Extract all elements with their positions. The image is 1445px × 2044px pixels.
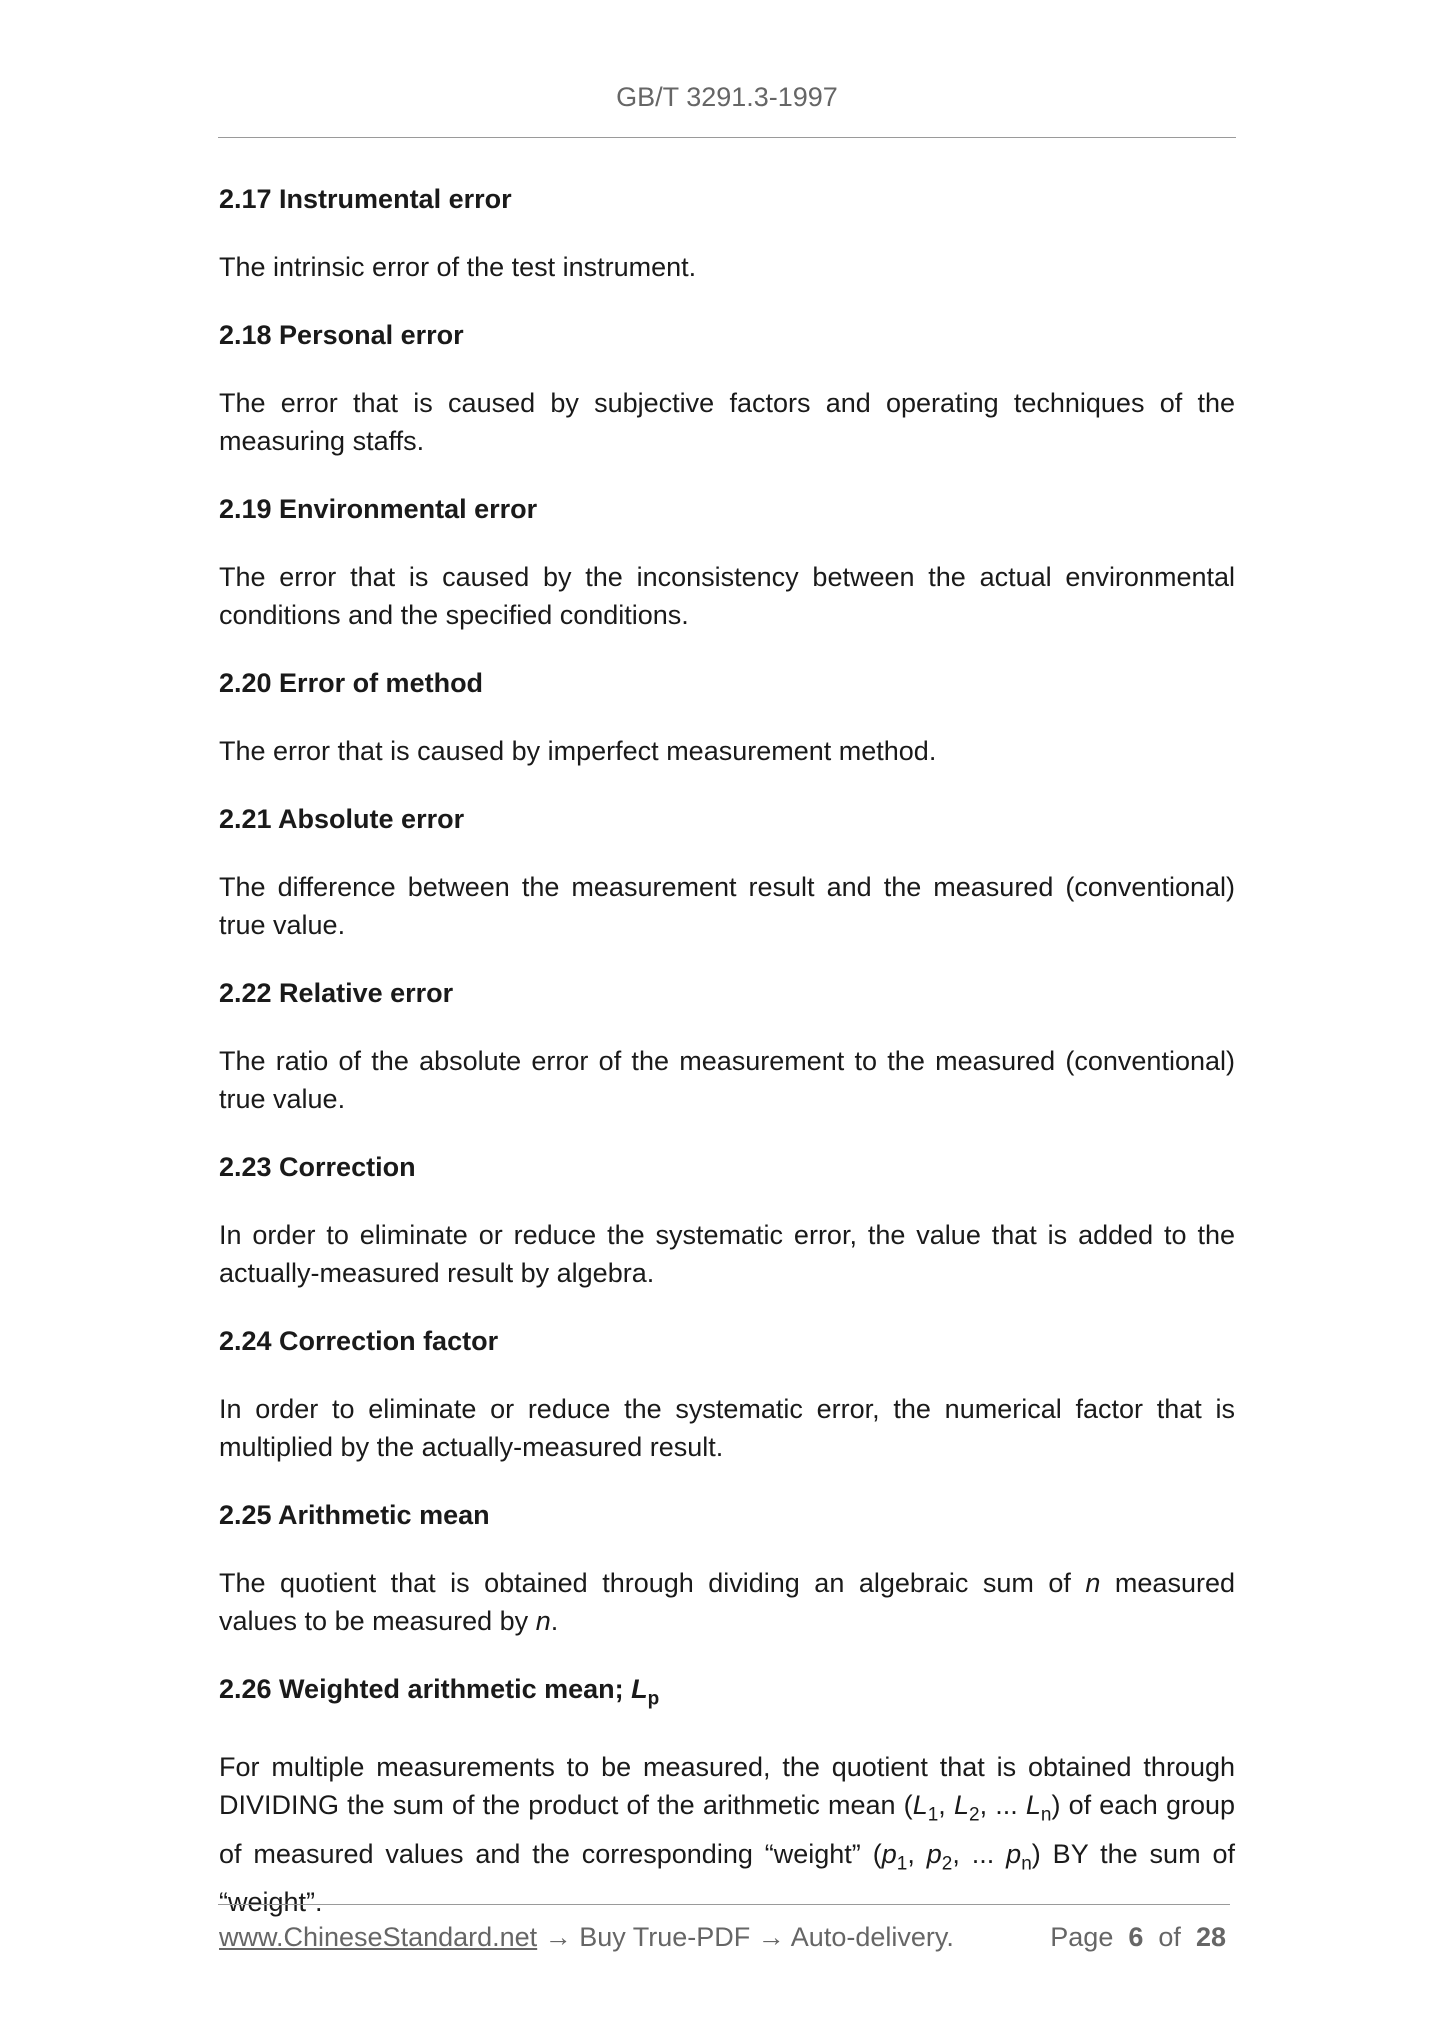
text-run: ) of each group of measured values and the corresponding “weight” (: [219, 1790, 1236, 1869]
section-text-2-23: In order to eliminate or reduce the systematic error, the value that is added to the actually-measured result by algebra.: [219, 1220, 1235, 1288]
section-heading-2-18: 2.18 Personal error: [219, 320, 464, 350]
header-divider: [218, 137, 1236, 138]
heading-text: 2.26 Weighted arithmetic mean;: [219, 1674, 632, 1704]
section-text-2-25: [219, 1564, 1235, 1640]
variable-p: p: [926, 1838, 942, 1869]
variable-p: p: [881, 1838, 897, 1869]
page-total: 28: [1195, 1922, 1226, 1952]
arrow-right-icon: →: [544, 1922, 572, 1952]
section-heading-2-19: 2.19 Environmental error: [219, 494, 538, 524]
section-heading-2-25: 2.25 Arithmetic mean: [219, 1500, 490, 1530]
section-text-2-21: The difference between the measurement result and the measured (conventional) true value.: [219, 872, 1235, 940]
page-indicator: [1050, 1922, 1226, 1953]
text-run: ,: [938, 1790, 954, 1821]
subscript: n: [1040, 1804, 1052, 1826]
chinesestandard-link[interactable]: www.ChineseStandard.net: [219, 1922, 538, 1952]
variable-L: L: [1025, 1790, 1041, 1821]
section-text-2-22: The ratio of the absolute error of the measurement to the measured (conventional) true value.: [219, 1046, 1235, 1114]
variable-p: p: [1006, 1838, 1022, 1869]
section-heading-2-21: 2.21 Absolute error: [219, 804, 465, 834]
subscript: n: [1021, 1853, 1032, 1875]
section-text-2-18: The error that is caused by subjective factors and operating techniques of the measuring staffs.: [219, 388, 1235, 456]
section-text-2-20: The error that is caused by imperfect measurement method.: [219, 736, 937, 766]
text-run: For multiple measurements to be measured, the quotient that is obtained through DIVIDING the sum of the product of the arithmetic mean (: [219, 1752, 1235, 1821]
text-run: ,: [907, 1838, 927, 1869]
text-run: measured values to be measured by: [219, 1568, 1235, 1636]
variable-n: n: [1085, 1568, 1101, 1598]
subscript: 1: [896, 1853, 908, 1875]
subscript: 1: [927, 1804, 939, 1826]
subscript: 2: [968, 1804, 980, 1826]
section-heading-2-17: 2.17 Instrumental error: [219, 184, 512, 214]
of-label: of: [1158, 1922, 1181, 1952]
variable-L: L: [912, 1790, 928, 1821]
page-footer: [219, 1922, 1231, 1953]
subscript: 2: [941, 1853, 953, 1875]
symbol-subscript: p: [647, 1688, 660, 1710]
section-heading-2-24: 2.24 Correction factor: [219, 1326, 499, 1356]
section-text-2-17: The intrinsic error of the test instrument.: [219, 252, 697, 282]
section-text-2-26: [219, 1748, 1235, 1921]
section-heading-2-26: [219, 1670, 1235, 1718]
page-number: 6: [1128, 1922, 1144, 1952]
arrow-right-icon: →: [757, 1922, 785, 1952]
section-text-2-24: In order to eliminate or reduce the systematic error, the numerical factor that is multiplied by the actually-measured result.: [219, 1394, 1235, 1462]
document-id-header: GB/T 3291.3-1997: [616, 82, 838, 112]
text-run: The quotient that is obtained through dividing an algebraic sum of: [219, 1568, 1086, 1598]
text-run: .: [550, 1606, 559, 1636]
section-heading-2-22: 2.22 Relative error: [219, 978, 454, 1008]
symbol-L: L: [631, 1674, 648, 1704]
text-run: ) BY the sum of “weight”.: [219, 1838, 1235, 1918]
section-heading-2-23: 2.23 Correction: [219, 1152, 416, 1182]
buy-true-pdf-text: Buy True-PDF: [579, 1922, 751, 1952]
section-text-2-19: The error that is caused by the inconsistency between the actual environmental conditions and the specified conditions.: [219, 562, 1235, 630]
variable-L: L: [953, 1790, 969, 1821]
variable-n: n: [535, 1606, 551, 1636]
auto-delivery-text: Auto-delivery.: [790, 1922, 954, 1952]
document-body: [219, 180, 1235, 1951]
text-run: , ...: [979, 1790, 1026, 1821]
text-run: , ...: [952, 1838, 1007, 1869]
page-label: Page: [1050, 1922, 1114, 1952]
footer-divider: [218, 1904, 1230, 1905]
section-heading-2-20: 2.20 Error of method: [219, 668, 484, 698]
